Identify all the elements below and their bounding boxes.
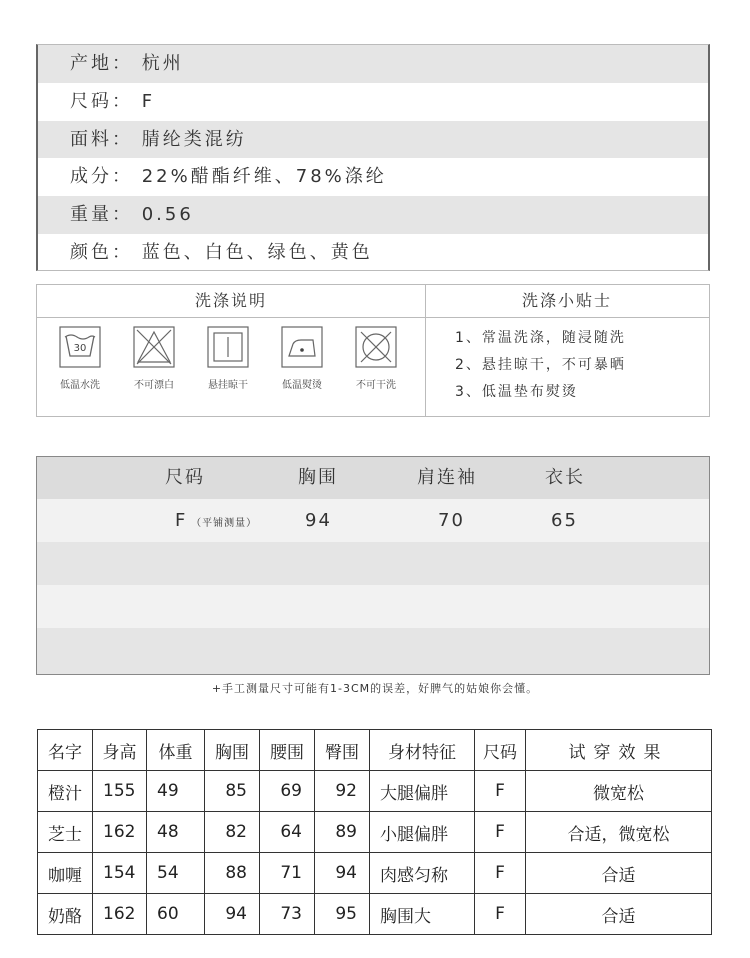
info-label: 产地：: [70, 53, 133, 74]
wash-heading: 洗涤说明: [194, 291, 267, 310]
model-bust: 85: [205, 771, 260, 812]
col-height: 身高: [93, 730, 147, 771]
model-weight: 49: [147, 771, 205, 812]
tip-item: 1、常温洗涤，随浸随洗: [455, 330, 626, 346]
product-info-panel: [36, 44, 710, 271]
size-f: F: [175, 510, 186, 531]
model-weight: 48: [147, 812, 205, 853]
low-temp-iron-icon: [265, 326, 339, 391]
model-name: 咖喱: [38, 853, 93, 894]
info-size: [38, 83, 708, 121]
info-fabric: [38, 121, 708, 159]
col-hip: 臀围: [315, 730, 370, 771]
col-bust: 胸围: [205, 730, 260, 771]
col-waist: 腰围: [260, 730, 315, 771]
info-value: 0.56: [141, 204, 194, 226]
model-hip: 94: [315, 853, 370, 894]
model-waist: 71: [260, 853, 315, 894]
col-figure: 身材特征: [370, 730, 475, 771]
no-dry-clean-icon: [339, 326, 413, 391]
model-figure: 大腿偏胖: [370, 771, 475, 812]
tip-item: 3、低温垫布熨烫: [455, 384, 578, 400]
info-value: 杭州: [141, 53, 184, 74]
wash-divider: [425, 285, 426, 416]
model-size: F: [475, 853, 526, 894]
model-waist: 73: [260, 894, 315, 935]
col-weight: 体重: [147, 730, 205, 771]
info-label: 成分：: [70, 166, 133, 188]
model-height: 154: [93, 853, 147, 894]
model-weight: 60: [147, 894, 205, 935]
bust-value: 94: [305, 510, 332, 531]
table-row: [38, 853, 712, 894]
info-color: [38, 234, 708, 272]
info-origin: [38, 45, 708, 83]
model-size: F: [475, 894, 526, 935]
wash-icons: [37, 318, 425, 416]
model-waist: 69: [260, 771, 315, 812]
table-row: [38, 894, 712, 935]
size-data-row: [37, 499, 709, 542]
model-bust: 88: [205, 853, 260, 894]
info-label: 面料：: [70, 128, 133, 150]
model-hip: 89: [315, 812, 370, 853]
info-label: 重量：: [70, 204, 133, 226]
model-name: 橙汁: [38, 771, 93, 812]
info-value: 腈纶类混纺: [141, 128, 247, 150]
model-height: 162: [93, 812, 147, 853]
model-size: F: [475, 771, 526, 812]
info-value: 22%醋酯纤维、78%涤纶: [141, 166, 387, 188]
col-fit: 试穿效果: [526, 730, 712, 771]
wash-header: [37, 285, 709, 318]
size-header-length: 衣长: [545, 467, 585, 488]
table-row: [38, 812, 712, 853]
model-height: 155: [93, 771, 147, 812]
low-temp-wash-icon: [43, 326, 117, 391]
model-figure: 肉感匀称: [370, 853, 475, 894]
size-table: [36, 456, 710, 675]
icon-label: 不可漂白: [134, 380, 174, 391]
tip-item: 2、悬挂晾干，不可暴晒: [455, 357, 626, 373]
length-value: 65: [551, 510, 578, 531]
model-name: 芝士: [38, 812, 93, 853]
wash-tips: [455, 325, 626, 406]
info-label: 颜色：: [70, 241, 133, 263]
wash-panel: [36, 284, 710, 417]
info-value: F: [141, 90, 156, 112]
no-bleach-icon: [117, 326, 191, 391]
model-height: 162: [93, 894, 147, 935]
measurement-note: +手工测量尺寸可能有1-3CM的误差，好脾气的姑娘你会懂。: [211, 682, 539, 695]
model-header-row: [38, 730, 712, 771]
model-name: 奶酪: [38, 894, 93, 935]
info-value: 蓝色、白色、绿色、黄色: [141, 241, 373, 263]
icon-label: 低温熨烫: [282, 380, 322, 391]
wash-temp-text: 30: [73, 343, 87, 354]
info-weight: [38, 196, 708, 234]
hang-dry-icon: [191, 326, 265, 391]
model-fit: 合适: [526, 894, 712, 935]
size-note: （平铺测量）: [191, 518, 258, 529]
size-header-sleeve: 肩连袖: [417, 467, 477, 488]
model-bust: 82: [205, 812, 260, 853]
model-weight: 54: [147, 853, 205, 894]
size-empty-row: [37, 585, 709, 628]
col-size: 尺码: [475, 730, 526, 771]
model-table: [37, 729, 712, 935]
size-header-row: [37, 457, 709, 499]
table-row: [38, 771, 712, 812]
size-header-size: 尺码: [165, 467, 205, 488]
model-figure: 胸围大: [370, 894, 475, 935]
model-fit: 合适: [526, 853, 712, 894]
size-empty-row: [37, 628, 709, 674]
icon-label: 低温水洗: [60, 380, 100, 391]
size-header-bust: 胸围: [298, 467, 338, 488]
size-empty-row: [37, 542, 709, 585]
info-label: 尺码：: [70, 90, 133, 112]
model-fit: 合适，微宽松: [526, 812, 712, 853]
model-fit: 微宽松: [526, 771, 712, 812]
model-bust: 94: [205, 894, 260, 935]
model-waist: 64: [260, 812, 315, 853]
tips-heading: 洗涤小贴士: [521, 291, 612, 310]
model-hip: 95: [315, 894, 370, 935]
size-value: [175, 499, 257, 545]
icon-label: 悬挂晾干: [208, 380, 248, 391]
model-figure: 小腿偏胖: [370, 812, 475, 853]
icon-label: 不可干洗: [356, 380, 396, 391]
col-name: 名字: [38, 730, 93, 771]
model-hip: 92: [315, 771, 370, 812]
model-size: F: [475, 812, 526, 853]
sleeve-value: 70: [438, 510, 465, 531]
info-composition: [38, 158, 708, 196]
